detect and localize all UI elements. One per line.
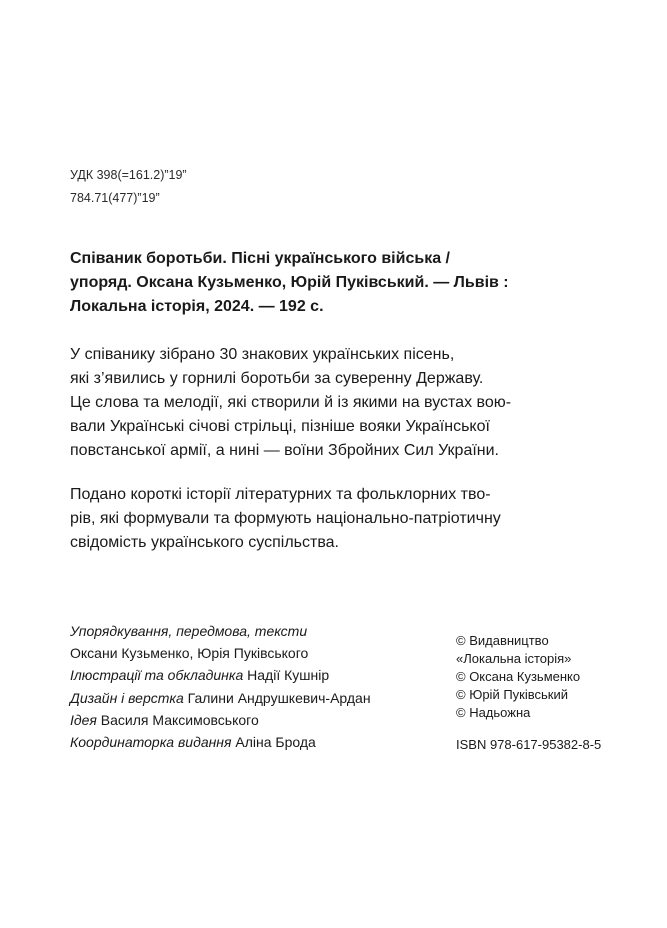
title-line: Локальна історія, 2024. — 192 с. [70,298,324,315]
udk-classification [70,164,187,210]
credit-line [70,709,430,731]
copyright-block [456,632,656,722]
isbn: ISBN 978-617-95382-8-5 [456,737,602,752]
credit-line [70,620,430,642]
annotation-line: рів, які формували та формують національно-патріотичну [70,510,501,527]
annotation-line: Подано короткі історії літературних та фольклорних тво- [70,486,491,503]
credit-role: Координаторка видання [70,734,232,751]
copyright-line: © Видавництво [456,633,549,648]
credit-role: Дизайн і верстка [70,689,184,706]
annotation-line: повстанської армії, а нині — воїни Збройних Сил України. [70,442,499,459]
annotation-paragraph-1 [70,343,570,463]
annotation-line: вали Українські січові стрільці, пізніше вояки Української [70,418,490,435]
credit-line [70,687,430,709]
annotation-paragraph-2 [70,483,570,555]
credit-role: Упорядкування, передмова, тексти [70,623,308,639]
credit-line [70,664,430,686]
annotation-line: У співанику зібрано 30 знакових українських пісень, [70,346,455,363]
credit-line [70,642,430,664]
credit-name: Галини Андрушкевич-Ардан [183,689,371,706]
credit-line [70,731,430,753]
credit-role: Ілюстрації та обкладинка [70,667,244,684]
title-line: Співаник боротьби. Пісні українського війська / [70,250,450,267]
annotation-line: свідомість українського суспільства. [70,534,339,551]
copyright-line: © Юрій Пуківський [456,687,568,702]
credit-name: Василя Максимовського [96,711,259,728]
bibliographic-title [70,247,590,319]
annotation-line: Це слова та мелодії, які створили й із якими на вустах вою- [70,394,512,411]
credits-block [70,620,430,753]
annotation-line: які з’явились у горнилі боротьби за суверенну Державу. [70,370,484,387]
credit-role: Ідея [70,711,97,728]
title-line: упоряд. Оксана Кузьменко, Юрій Пуківський. — Львів : [70,274,509,291]
copyright-line: © Оксана Кузьменко [456,669,581,684]
copyright-line: © Надьожна [456,705,531,720]
udk-line-1: УДК 398(=161.2)”19” [70,168,187,182]
udk-line-2: 784.71(477)”19” [70,191,160,205]
credit-name: Аліна Брода [231,734,316,751]
credit-name: Оксани Кузьменко, Юрія Пуківського [70,645,309,662]
credit-name: Надії Кушнір [243,667,330,684]
copyright-line: «Локальна історія» [456,651,572,666]
